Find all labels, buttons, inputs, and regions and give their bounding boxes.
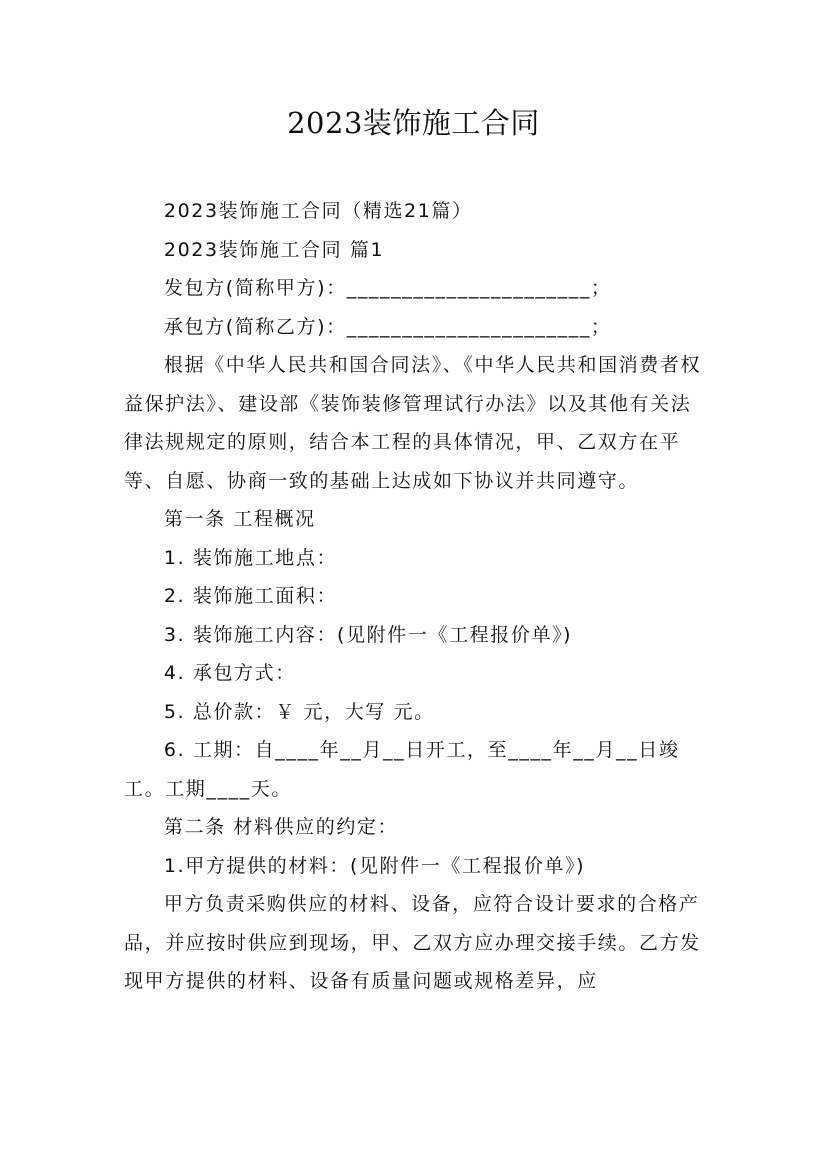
paragraph-item-contract-method: 4. 承包方式：	[163, 662, 296, 684]
paragraph-article-1-heading: 第一条 工程概况	[163, 508, 316, 530]
paragraph-item-content: 3. 装饰施工内容：(见附件一《工程报价单》)	[163, 623, 573, 646]
paragraph-party-a: 发包方(简称甲方)：______________________；	[163, 277, 612, 299]
paragraph-party-b: 承包方(简称乙方)：______________________；	[163, 315, 612, 338]
paragraph-item-materials-by-a: 1.甲方提供的材料：(见附件一《工程报价单》)	[163, 854, 586, 877]
paragraph-item-total-price: 5. 总价款：￥ 元，大写 元。	[163, 700, 435, 723]
paragraph-item-schedule: 6. 工期：自____年__月__日开工，至____年__月__日竣工。工期____天。	[124, 739, 680, 800]
document-title: 2023装饰施工合同	[287, 106, 540, 140]
paragraph-preamble: 根据《中华人民共和国合同法》、《中华人民共和国消费者权益保护法》、建设部《装饰装修管理试行办法》以及其他有关法律法规规定的原则，结合本工程的具体情况，甲、乙双方在平等、自愿、协商一致的基础上达成如下协议并共同遵守。	[124, 354, 702, 492]
document-body	[124, 192, 704, 1001]
paragraph-collection-heading: 2023装饰施工合同（精选21篇）	[163, 200, 473, 222]
paragraph-item-area: 2. 装饰施工面积：	[163, 585, 338, 607]
paragraph-item-location: 1. 装饰施工地点：	[163, 546, 338, 569]
paragraph-materials-terms: 甲方负责采购供应的材料、设备，应符合设计要求的合格产品，并应按时供应到现场，甲、乙双方应办理交接手续。乙方发现甲方提供的材料、设备有质量问题或规格差异，应	[124, 893, 701, 992]
paragraph-article-2-heading: 第二条 材料供应的约定：	[163, 816, 399, 838]
paragraph-section-heading: 2023装饰施工合同 篇1	[163, 238, 385, 261]
